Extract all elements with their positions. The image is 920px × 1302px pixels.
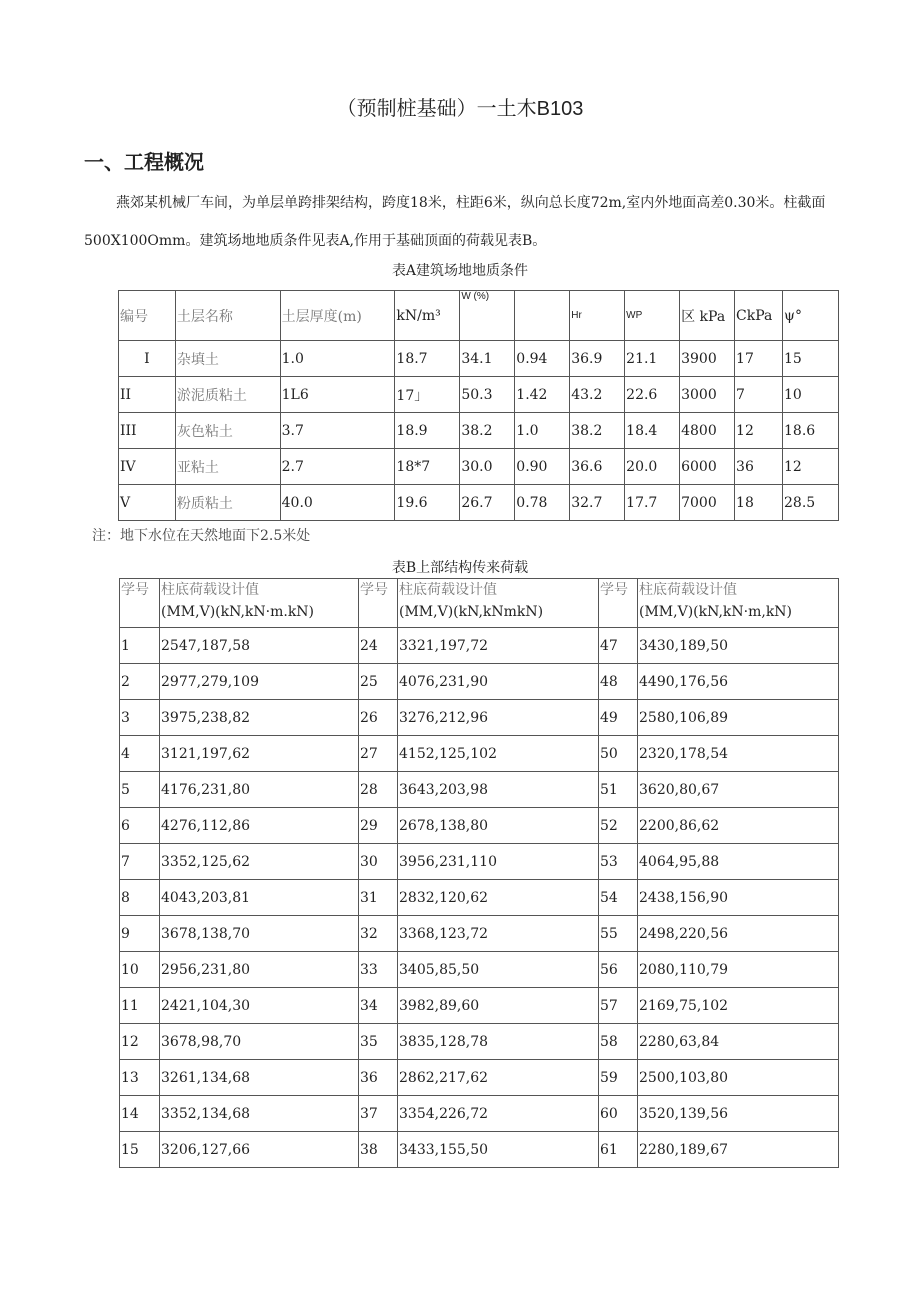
table-cell: 8 <box>120 880 160 916</box>
table-cell: 33 <box>359 952 398 988</box>
table-cell: 2547,187,58 <box>160 628 359 664</box>
section-heading: 一、工程概况 <box>84 150 204 174</box>
table-cell: 3430,189,50 <box>638 628 839 664</box>
table-cell: 60 <box>599 1096 638 1132</box>
header-line: 柱底荷载设计值 <box>161 582 259 598</box>
header-cell: CkPa <box>735 291 783 341</box>
table-row <box>120 700 839 736</box>
table-cell: 18.9 <box>395 413 460 449</box>
table-cell: IV <box>119 449 176 485</box>
table-cell: 17」 <box>395 377 460 413</box>
table-cell: 50 <box>599 736 638 772</box>
table-cell: 3678,138,70 <box>160 916 359 952</box>
header-cell: ψ° <box>783 291 839 341</box>
table-cell: 43.2 <box>570 377 625 413</box>
table-cell: 36 <box>359 1060 398 1096</box>
table-cell: 粉质粘土 <box>175 485 280 521</box>
table-cell: 3643,203,98 <box>398 772 599 808</box>
table-cell: 4176,231,80 <box>160 772 359 808</box>
table-cell: 34 <box>359 988 398 1024</box>
table-row <box>119 449 839 485</box>
table-cell: 32.7 <box>570 485 625 521</box>
table-cell: 3956,231,110 <box>398 844 599 880</box>
table-cell: 9 <box>120 916 160 952</box>
table-cell: 58 <box>599 1024 638 1060</box>
table-cell: 38.2 <box>460 413 515 449</box>
table-cell: 28.5 <box>783 485 839 521</box>
table-cell: 59 <box>599 1060 638 1096</box>
table-cell: 2.7 <box>280 449 395 485</box>
table-cell: 55 <box>599 916 638 952</box>
table-cell: 2280,189,67 <box>638 1132 839 1168</box>
table-row <box>120 952 839 988</box>
header-cell: 土层名称 <box>175 291 280 341</box>
table-cell: 3354,226,72 <box>398 1096 599 1132</box>
table-cell: 2500,103,80 <box>638 1060 839 1096</box>
table-cell: 50.3 <box>460 377 515 413</box>
table-cell: 3678,98,70 <box>160 1024 359 1060</box>
table-cell: 3321,197,72 <box>398 628 599 664</box>
table-cell: 18 <box>735 485 783 521</box>
table-cell: 2080,110,79 <box>638 952 839 988</box>
table-cell: 灰色粘土 <box>175 413 280 449</box>
table-cell: 15 <box>783 341 839 377</box>
header-line: (MM,V)(kN,kNmkN) <box>399 604 544 620</box>
table-cell: 2956,231,80 <box>160 952 359 988</box>
table-cell: 2200,86,62 <box>638 808 839 844</box>
table-cell: 2320,178,54 <box>638 736 839 772</box>
table-cell: 10 <box>783 377 839 413</box>
table-row <box>120 988 839 1024</box>
table-cell: 47 <box>599 628 638 664</box>
table-cell: 24 <box>359 628 398 664</box>
table-row <box>120 808 839 844</box>
table-cell: 3620,80,67 <box>638 772 839 808</box>
table-cell: 3520,139,56 <box>638 1096 839 1132</box>
table-cell: 30.0 <box>460 449 515 485</box>
table-cell: 34.1 <box>460 341 515 377</box>
table-row <box>120 664 839 700</box>
geology-table <box>118 290 839 521</box>
table-cell: 18*7 <box>395 449 460 485</box>
table-cell: 1.0 <box>280 341 395 377</box>
table-cell: 37 <box>359 1096 398 1132</box>
table-cell: 36.9 <box>570 341 625 377</box>
table-a-note: 注：地下水位在天然地面下2.5米处 <box>92 528 311 544</box>
table-cell: 21.1 <box>625 341 680 377</box>
table-cell: 13 <box>120 1060 160 1096</box>
table-cell: 7 <box>735 377 783 413</box>
header-cell: WP <box>625 291 680 341</box>
table-row <box>120 916 839 952</box>
table-cell: 25 <box>359 664 398 700</box>
table-row <box>120 880 839 916</box>
table-cell: 1.0 <box>515 413 570 449</box>
table-cell: 57 <box>599 988 638 1024</box>
table-cell: 18.4 <box>625 413 680 449</box>
table-row <box>120 1060 839 1096</box>
table-cell: 2862,217,62 <box>398 1060 599 1096</box>
table-cell: 4 <box>120 736 160 772</box>
table-cell: 49 <box>599 700 638 736</box>
table-cell: 2977,279,109 <box>160 664 359 700</box>
table-cell: 4800 <box>680 413 735 449</box>
table-row <box>120 1132 839 1168</box>
table-cell: 12 <box>735 413 783 449</box>
table-cell: 28 <box>359 772 398 808</box>
table-cell: 1L6 <box>280 377 395 413</box>
table-cell: 48 <box>599 664 638 700</box>
header-line: (MM,V)(kN,kN·m,kN) <box>639 604 793 620</box>
header-cell: W (%) <box>460 291 515 341</box>
table-cell: 3276,212,96 <box>398 700 599 736</box>
header-cell: 区 kPa <box>680 291 735 341</box>
header-cell: 学号 <box>120 579 160 628</box>
table-cell: 31 <box>359 880 398 916</box>
header-cell: Hr <box>570 291 625 341</box>
table-cell: 30 <box>359 844 398 880</box>
table-cell: 2 <box>120 664 160 700</box>
table-cell: 29 <box>359 808 398 844</box>
table-header-row <box>120 579 839 628</box>
table-row <box>120 628 839 664</box>
table-cell: 18.6 <box>783 413 839 449</box>
table-cell: II <box>119 377 176 413</box>
table-cell: 12 <box>120 1024 160 1060</box>
table-cell: 杂填土 <box>175 341 280 377</box>
table-cell: 3 <box>120 700 160 736</box>
document-title: （预制桩基础）一土木B103 <box>336 98 584 120</box>
table-cell: 4490,176,56 <box>638 664 839 700</box>
table-header-row <box>119 291 839 341</box>
table-cell: V <box>119 485 176 521</box>
table-cell: I <box>119 341 176 377</box>
table-cell: 26.7 <box>460 485 515 521</box>
table-cell: 3121,197,62 <box>160 736 359 772</box>
table-cell: 2169,75,102 <box>638 988 839 1024</box>
table-row <box>120 1024 839 1060</box>
table-row <box>120 844 839 880</box>
table-a-caption: 表A建筑场地地质条件 <box>391 263 529 279</box>
table-cell: 4064,95,88 <box>638 844 839 880</box>
table-cell: 淤泥质粘土 <box>175 377 280 413</box>
table-cell: 12 <box>783 449 839 485</box>
table-cell: 3405,85,50 <box>398 952 599 988</box>
table-cell: 2498,220,56 <box>638 916 839 952</box>
table-cell: 56 <box>599 952 638 988</box>
table-cell: 18.7 <box>395 341 460 377</box>
table-cell: 15 <box>120 1132 160 1168</box>
header-line: (MM,V)(kN,kN·m.kN) <box>161 604 315 620</box>
table-cell: 3368,123,72 <box>398 916 599 952</box>
table-cell: 19.6 <box>395 485 460 521</box>
table-cell: 36.6 <box>570 449 625 485</box>
table-cell: 3.7 <box>280 413 395 449</box>
table-row <box>119 485 839 521</box>
table-row <box>120 736 839 772</box>
table-cell: 10 <box>120 952 160 988</box>
table-cell: 2421,104,30 <box>160 988 359 1024</box>
table-cell: 52 <box>599 808 638 844</box>
table-cell: 2832,120,62 <box>398 880 599 916</box>
table-cell: 17.7 <box>625 485 680 521</box>
table-cell: 3352,125,62 <box>160 844 359 880</box>
table-cell: 3975,238,82 <box>160 700 359 736</box>
table-cell: 38 <box>359 1132 398 1168</box>
table-cell: 36 <box>735 449 783 485</box>
table-cell: 4076,231,90 <box>398 664 599 700</box>
table-cell: 53 <box>599 844 638 880</box>
table-cell: 20.0 <box>625 449 680 485</box>
header-cell <box>398 579 599 628</box>
table-cell: 2678,138,80 <box>398 808 599 844</box>
table-cell: 3433,155,50 <box>398 1132 599 1168</box>
table-cell: 7000 <box>680 485 735 521</box>
table-cell: 2580,106,89 <box>638 700 839 736</box>
header-line: 柱底荷载设计值 <box>639 582 737 598</box>
table-cell: 6 <box>120 808 160 844</box>
table-cell: 27 <box>359 736 398 772</box>
header-cell <box>515 291 570 341</box>
table-cell: 3000 <box>680 377 735 413</box>
header-cell: 学号 <box>359 579 398 628</box>
table-b-caption: 表B上部结构传来荷载 <box>391 560 529 576</box>
table-cell: 3261,134,68 <box>160 1060 359 1096</box>
table-cell: 14 <box>120 1096 160 1132</box>
table-cell: 3206,127,66 <box>160 1132 359 1168</box>
table-cell: 3982,89,60 <box>398 988 599 1024</box>
table-cell: 1 <box>120 628 160 664</box>
table-cell: 4152,125,102 <box>398 736 599 772</box>
table-cell: 26 <box>359 700 398 736</box>
table-cell: 4276,112,86 <box>160 808 359 844</box>
table-cell: 61 <box>599 1132 638 1168</box>
table-cell: 35 <box>359 1024 398 1060</box>
table-cell: 32 <box>359 916 398 952</box>
header-line: 柱底荷载设计值 <box>399 582 497 598</box>
table-row <box>120 1096 839 1132</box>
header-cell <box>638 579 839 628</box>
header-cell: 土层厚度(m) <box>280 291 395 341</box>
header-cell: 学号 <box>599 579 638 628</box>
load-table <box>119 578 839 1168</box>
header-cell: 编号 <box>119 291 176 341</box>
table-cell: 0.90 <box>515 449 570 485</box>
table-cell: 11 <box>120 988 160 1024</box>
table-cell: 3835,128,78 <box>398 1024 599 1060</box>
table-cell: 40.0 <box>280 485 395 521</box>
overview-paragraph: 燕郊某机械厂车间，为单层单跨排架结构，跨度18米，柱距6米，纵向总长度72m,室内外地面高差0.30米。柱截面500X100Omm。建筑场地地质条件见表A,作用于基础顶面的荷载见表B。 <box>84 195 826 249</box>
table-cell: 2438,156,90 <box>638 880 839 916</box>
table-cell: 1.42 <box>515 377 570 413</box>
table-cell: 38.2 <box>570 413 625 449</box>
table-cell: 54 <box>599 880 638 916</box>
table-cell: 22.6 <box>625 377 680 413</box>
table-cell: 3900 <box>680 341 735 377</box>
table-cell: 0.78 <box>515 485 570 521</box>
table-cell: III <box>119 413 176 449</box>
table-row <box>119 377 839 413</box>
table-cell: 2280,63,84 <box>638 1024 839 1060</box>
table-cell: 4043,203,81 <box>160 880 359 916</box>
table-cell: 亚粘土 <box>175 449 280 485</box>
table-cell: 6000 <box>680 449 735 485</box>
header-cell <box>160 579 359 628</box>
table-cell: 3352,134,68 <box>160 1096 359 1132</box>
table-cell: 5 <box>120 772 160 808</box>
table-cell: 7 <box>120 844 160 880</box>
table-row <box>119 341 839 377</box>
table-cell: 17 <box>735 341 783 377</box>
table-row <box>120 772 839 808</box>
table-cell: 0.94 <box>515 341 570 377</box>
header-cell: kN/m³ <box>395 291 460 341</box>
table-cell: 51 <box>599 772 638 808</box>
table-row <box>119 413 839 449</box>
